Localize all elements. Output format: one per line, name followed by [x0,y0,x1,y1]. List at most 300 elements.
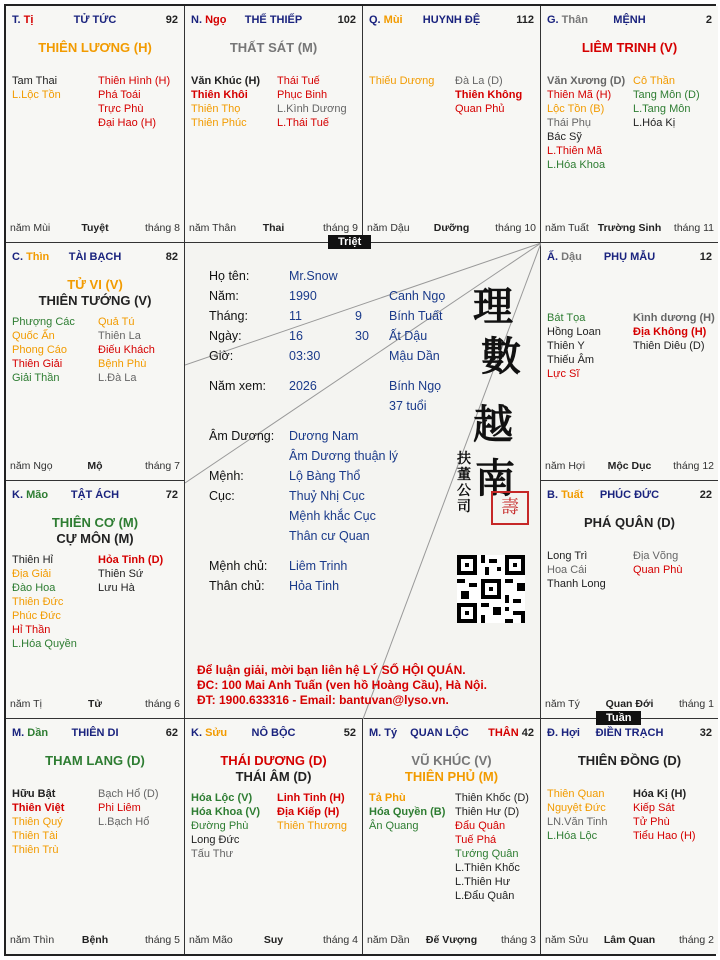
major-star: THAM LANG (D) [45,753,145,768]
star-item: Thiên Khốc (D) [455,792,529,804]
minor-stars-right [98,787,159,829]
star-item: Phúc Đức [12,610,61,622]
value-am-duong: Dương Nam [289,429,359,443]
label-thang: Tháng: [209,309,248,323]
cell-chi: Tuất [561,489,584,501]
minor-stars-left [547,787,608,843]
major-star: THIÊN LƯƠNG (H) [38,40,152,55]
minor-stars-left [12,553,77,651]
star-item: Hoa Cái [547,564,587,576]
cell-number [516,14,534,26]
cell-month: tháng 4 [322,934,358,946]
star-item: Long Đức [191,834,240,846]
cell-month: tháng 7 [144,460,180,472]
cell-chi: Ngọ [205,14,227,26]
cell-stage: Mộ [87,460,103,472]
value-am-duong-2: Âm Dương thuận lý [289,449,398,463]
cell-footer [545,934,714,948]
cell-house: TỬ TỨC [73,14,117,26]
cell-stage: Dưỡng [433,222,470,234]
star-item: Địa Võng [633,550,679,562]
cell-header [547,489,712,503]
cell-chi: Mùi [383,14,403,26]
minor-stars-left [547,311,601,381]
minor-stars-right [633,787,696,843]
star-item: Hồng Loan [547,326,601,338]
value-cuc-2: Mệnh khắc Cục [289,509,376,523]
cell-number [488,727,534,739]
star-item: Quốc Ấn [12,330,55,342]
value-thang-can: Bính Tuất [389,309,443,323]
cell-number [166,727,178,739]
cell-chi: Sửu [205,727,228,739]
cell-footer [10,222,180,236]
cell-can: C. [12,251,27,263]
value-cuc-3: Thân cư Quan [289,529,370,543]
star-item: Thiên Giải [12,358,63,370]
star-item: Thiên Không [455,89,523,101]
star-item: Thiên Thọ [191,103,241,115]
star-item: Điếu Khách [98,344,155,356]
cell-number [166,14,178,26]
star-item: Bệnh Phù [98,358,147,370]
star-item: Phi Liêm [98,802,141,814]
value-nam-can: Canh Ngọ [389,289,446,303]
cell-number-value: 12 [699,251,712,263]
minor-stars-right [98,315,155,385]
cell-can: Q. [369,14,384,26]
star-item: Kình dương (H) [633,312,715,324]
cell-can: M. [12,727,28,739]
star-item: Tướng Quân [455,848,519,860]
cell-footer [367,934,536,948]
minor-stars-right [98,553,163,595]
cell-footer [367,222,536,236]
cell-number-value: 102 [337,14,356,26]
star-item: Địa Giải [12,568,52,580]
cell-month: tháng 2 [678,934,714,946]
cell-year: năm Mùi [10,222,51,234]
cell-chi: Mão [26,489,49,501]
cell-month: tháng 9 [322,222,358,234]
star-item: L.Tang Môn [633,103,691,115]
cell-number-value: 52 [343,727,356,739]
star-item: Phong Cáo [12,344,68,356]
value-nam: 1990 [289,289,317,303]
contact-line-2: ĐC: 100 Mai Anh Tuấn (ven hồ Hoàng Cầu), Hà Nội. [197,678,488,692]
cell-footer [189,934,358,948]
center-info-panel [185,243,541,719]
cell-thin [6,243,185,481]
star-item: Lực Sĩ [547,368,580,380]
star-item: L.Kình Dương [277,103,347,115]
star-item: Tam Thai [12,75,58,87]
cell-chi: Dậu [561,251,582,263]
cell-header [12,251,178,265]
cell-house: TÀI BẠCH [68,251,122,263]
cell-number-value: 82 [165,251,178,263]
cell-header [191,14,356,28]
value-nam-xem-can: Bính Ngọ [389,379,442,393]
star-item: Thiên Mã (H) [547,89,612,101]
cell-number [166,251,178,263]
star-item: Thiếu Âm [547,354,595,366]
major-star: PHÁ QUÂN (D) [584,515,675,530]
star-item: Đà La (D) [455,75,503,87]
star-item: Thiên Hỉ [12,554,53,566]
star-item: Hóa Quyền (B) [369,806,446,818]
triet-marker: Triệt [328,235,371,249]
cell-month: tháng 3 [500,934,536,946]
value-than-chu: Hỏa Tinh [289,579,340,593]
cell-house: QUAN LỘC [410,727,469,739]
minor-stars-left [12,787,64,857]
major-star: THIÊN ĐỒNG (D) [577,753,682,768]
minor-stars-left [369,791,445,833]
star-item: L.Hóa Kị [633,117,676,129]
label-am-duong: Âm Dương: [209,429,275,443]
major-star: THIÊN CƠ (M) [51,515,139,530]
label-ho-ten: Họ tên: [209,269,250,283]
star-item: Tấu Thư [191,848,234,860]
star-item: Long Trì [547,550,588,562]
cell-house: PHÚC ĐỨC [599,489,660,501]
star-item: L.Thiên Mã [547,145,603,157]
cell-suu [185,719,363,954]
minor-stars-right [633,74,700,130]
cell-ti [6,6,185,243]
star-item: Phá Toái [98,89,141,101]
cell-header [191,727,356,741]
cell-footer [10,698,180,712]
cell-header [369,727,534,741]
cell-can: K. [12,489,27,501]
tuan-marker: Tuần [596,711,641,725]
star-item: Lưu Hà [98,582,135,594]
minor-stars-right [633,311,715,353]
major-star: VŨ KHÚC (V) [411,753,492,768]
label-ngay: Ngày: [209,329,242,343]
star-item: Tử Phù [633,816,670,828]
value-tuoi: 37 tuổi [389,399,427,413]
cell-header [547,14,712,28]
minor-stars-left [12,315,75,385]
label-nam: Năm: [209,289,239,303]
calligraphy-char-1: 理 [473,283,513,330]
star-item: Tuế Phá [455,834,497,846]
star-item: Tang Môn (D) [633,89,700,101]
star-item: Thiên Quan [547,788,605,800]
star-item: Văn Khúc (H) [191,75,261,87]
cell-chi: Tý [384,727,398,739]
value-ngay-can: Ất Dậu [389,329,428,343]
cell-than [541,6,718,243]
star-item: Kiếp Sát [633,802,675,814]
star-item: Tiểu Hao (H) [633,830,696,842]
major-star: CỰ MÔN (M) [56,531,134,546]
star-item: Phục Binh [277,89,328,101]
cell-house: TẬT ÁCH [70,489,120,501]
star-item: Bạch Hổ (D) [98,788,159,800]
star-item: Phượng Các [12,316,75,328]
cell-house: PHỤ MẪU [603,251,656,263]
star-item: Quan Phù [633,564,683,576]
cell-hoi [541,719,718,954]
star-item: Thiên Sứ [98,568,144,580]
star-item: Thiên Khôi [191,89,248,101]
minor-stars-right [455,791,529,903]
label-menh: Mệnh: [209,469,244,483]
minor-stars-right [98,74,170,130]
cell-year: năm Tị [10,698,42,710]
star-item: L.Lộc Tồn [12,89,61,101]
cell-month: tháng 1 [678,698,714,710]
cell-header [547,251,712,265]
value-ngay: 16 [289,329,303,343]
cell-chi: Thân [561,14,588,26]
major-star: THIÊN PHỦ (M) [404,769,499,784]
cell-chi: Hợi [561,727,580,739]
contact-line-3: ĐT: 1900.633316 - Email: bantuvan@lyso.vn. [197,693,449,707]
cell-can: Đ. [547,727,562,739]
value-thang-am: 9 [355,309,362,323]
minor-stars-right [455,74,522,116]
star-item: Thiên Tài [12,830,58,842]
cell-year: năm Tuất [545,222,589,234]
star-item: Ân Quang [369,820,419,832]
star-item: Thiên Trù [12,844,59,856]
star-item: Thiên Thương [277,820,348,832]
value-cuc: Thuỷ Nhị Cục [289,489,365,503]
minor-stars-left [12,74,61,102]
star-item: LN.Văn Tinh [547,816,608,828]
label-nam-xem: Năm xem: [209,379,266,393]
cell-header [12,727,178,741]
cell-extra: THÂN [488,727,522,739]
star-item: L.Đà La [98,372,137,384]
cell-number-value: 22 [699,489,712,501]
star-item: Địa Kiếp (H) [277,806,340,818]
calligraphy-char-2: 數 [481,333,521,380]
star-item: L.Thiên Hư [455,876,511,888]
star-item: Hỉ Thần [12,624,51,636]
cell-stage: Bệnh [81,934,109,946]
value-thang: 11 [289,309,302,323]
cell-month: tháng 11 [673,222,714,234]
star-item: Thái Tuế [277,75,320,87]
star-item: L.Đẩu Quân [455,890,515,902]
star-item: Hóa Khoa (V) [191,806,261,818]
star-item: Văn Xương (D) [547,75,626,87]
cell-house: THIÊN DI [71,727,119,739]
star-item: Thanh Long [547,578,606,590]
star-item: L.Thiên Khốc [455,862,520,874]
minor-stars-right [633,549,683,577]
cell-year: năm Dậu [367,222,410,234]
cell-stage: Đế Vượng [425,934,478,946]
star-item: Đẩu Quân [455,820,506,832]
value-menh: Lộ Bàng Thổ [289,469,361,483]
star-item: Hóa Kị (H) [633,788,687,800]
cell-dau [541,243,718,481]
cell-footer [545,222,714,236]
cell-number-value: 92 [165,14,178,26]
cell-header [12,14,178,28]
value-nam-xem: 2026 [289,379,317,393]
cell-number [700,727,712,739]
cell-year: năm Thìn [10,934,55,946]
contact-line-1: Để luận giải, mời bạn liên hệ LÝ SỐ HỘI QUÁN. [197,663,466,677]
cell-can: B. [547,489,562,501]
star-item: Thiên La [98,330,141,342]
calligraphy-char-3: 越 [473,401,513,448]
cell-header [12,489,178,503]
cell-ty [363,719,541,954]
cell-house: MỆNH [613,14,646,26]
star-item: L.Hóa Lộc [547,830,598,842]
minor-stars-right [277,791,347,833]
cell-month: tháng 12 [673,460,714,472]
cell-number-value: 42 [521,727,534,739]
label-gio: Giờ: [209,349,234,363]
cell-month: tháng 8 [144,222,180,234]
contact-info [197,663,487,708]
cell-can: N. [191,14,206,26]
label-cuc: Cục: [209,489,235,503]
cell-header [369,14,534,28]
star-item: Đường Phù [191,820,249,832]
star-item: Tả Phù [369,792,406,804]
cell-house: THẾ THIẾP [244,14,303,26]
cell-number [700,489,712,501]
minor-stars-right [277,74,347,130]
chart-board [4,4,716,956]
cell-chi: Thìn [26,251,50,263]
value-gio-can: Mậu Dần [389,349,440,363]
cell-stage: Tuyệt [81,222,109,234]
star-item: Bát Tọa [547,312,586,324]
cell-house: NÔ BỘC [251,727,296,739]
cell-house: ĐIỀN TRẠCH [595,727,664,739]
cell-mui [363,6,541,243]
cell-year: năm Ngọ [10,460,53,472]
star-item: L.Thái Tuế [277,117,329,129]
star-item: Hữu Bật [12,788,56,800]
cell-number-value: 72 [165,489,178,501]
cell-mao [6,481,185,719]
cell-number [166,489,178,501]
minor-stars-left [547,74,625,172]
star-item: L.Hóa Khoa [547,159,606,171]
star-item: Thái Phụ [547,117,592,129]
cell-number-value: 2 [705,14,712,26]
cell-can: G. [547,14,562,26]
star-item: Cô Thần [633,75,675,87]
cell-year: năm Dần [367,934,410,946]
minor-stars-left [547,549,606,591]
cell-can: T. [12,14,24,26]
star-item: Địa Không (H) [633,326,707,338]
cell-year: năm Thân [189,222,237,234]
cell-footer [545,698,714,712]
minor-stars-left [369,74,434,88]
cell-stage: Suy [263,934,284,946]
cell-header [547,727,712,741]
cell-month: tháng 10 [495,222,536,234]
cell-month: tháng 6 [144,698,180,710]
cell-number-value: 62 [165,727,178,739]
major-star: TỬ VI (V) [67,277,123,292]
cell-number-value: 112 [516,14,534,26]
major-star: THẤT SÁT (M) [229,40,318,55]
calligraphy-side-text: 扶董公司 [457,451,471,515]
label-menh-chu: Mệnh chủ: [209,559,268,573]
value-ho-ten: Mr.Snow [289,269,338,283]
red-seal-icon: 壽 [491,491,529,525]
cell-footer [10,934,180,948]
cell-year: năm Tý [545,698,580,710]
star-item: Hỏa Tinh (D) [98,554,164,566]
cell-can: Ấ. [547,251,562,263]
star-item: Quan Phủ [455,103,505,115]
calligraphy-char-4: 南 [475,455,515,502]
star-item: Thiên Y [547,340,585,352]
star-item: Thiên Hình (H) [98,75,171,87]
star-item: Giải Thần [12,372,60,384]
star-item: Thiên Quý [12,816,63,828]
cell-dan [6,719,185,954]
star-item: Bác Sỹ [547,131,582,143]
cell-house: HUYNH ĐỆ [422,14,481,26]
cell-stage: Tử [87,698,103,710]
cell-number [338,14,356,26]
cell-footer [189,222,358,236]
star-item: L.Hóa Quyền [12,638,77,650]
major-star: LIÊM TRINH (V) [581,40,678,55]
cell-tuat [541,481,718,719]
star-item: Đào Hoa [12,582,56,594]
minor-stars-left [191,74,260,130]
star-item: Quả Tú [98,316,135,328]
label-than-chu: Thân chủ: [209,579,265,593]
star-item: Nguyệt Đức [547,802,606,814]
star-item: L.Bạch Hổ [98,816,150,828]
cell-number [700,251,712,263]
minor-stars-left [191,791,260,861]
cell-stage: Quan Đới [605,698,654,710]
star-item: Thiên Phúc [191,117,247,129]
star-item: Hóa Lộc (V) [191,792,253,804]
star-item: Đại Hao (H) [98,117,157,129]
cell-stage: Mộc Dục [607,460,652,472]
cell-year: năm Hợi [545,460,586,472]
cell-month: tháng 5 [144,934,180,946]
cell-footer [10,460,180,474]
cell-stage: Trường Sinh [597,222,662,234]
cell-chi: Dần [27,727,49,739]
value-gio: 03:30 [289,349,321,363]
major-star: THÁI DƯƠNG (D) [220,753,327,768]
cell-chi: Tị [23,14,34,26]
star-item: Thiếu Dương [369,75,435,87]
major-star: THIÊN TƯỚNG (V) [38,293,152,308]
star-item: Lộc Tồn (B) [547,103,605,115]
star-item: Thiên Hư (D) [455,806,520,818]
value-menh-chu: Liêm Trinh [289,559,348,573]
major-star: THÁI ÂM (D) [235,769,312,784]
star-item: Thiên Đức [12,596,64,608]
cell-number-value: 32 [699,727,712,739]
